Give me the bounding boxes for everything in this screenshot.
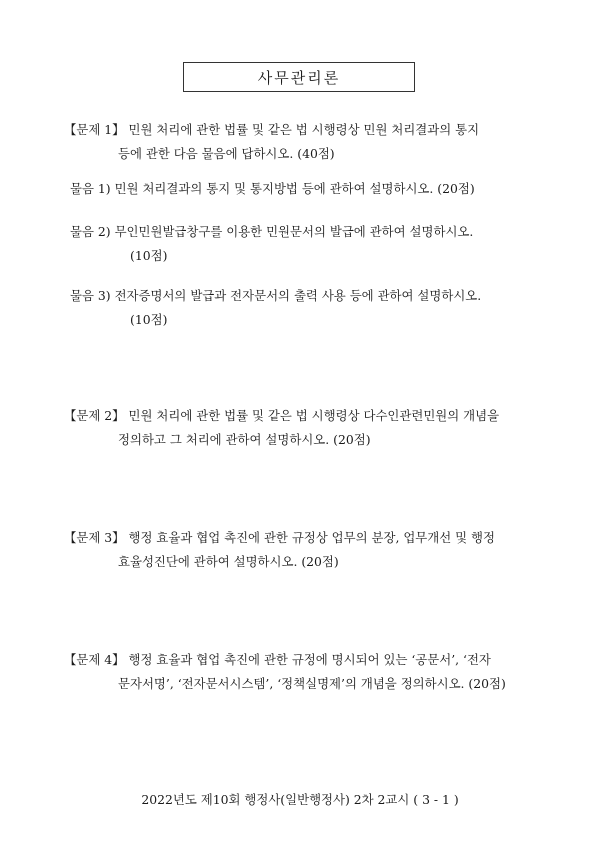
question-2 <box>64 404 564 452</box>
sub-question-1 <box>70 177 570 201</box>
sub-question-3 <box>70 284 570 332</box>
sub-question-2 <box>70 220 570 268</box>
question-label: 【문제 1】 <box>64 122 125 137</box>
page-footer: 2022년도 제10회 행정사(일반행정사) 2차 2교시 ( 3 - 1 ) <box>141 792 459 807</box>
question-3 <box>64 526 564 574</box>
question-label: 【문제 4】 <box>64 652 125 667</box>
question-text: 민원 처리에 관한 법률 및 같은 법 시행령상 다수인관련민원의 개념을 <box>128 408 500 423</box>
question-text: 행정 효율과 협업 촉진에 관한 규정에 명시되어 있는 ‘공문서’, ‘전자 <box>128 652 491 667</box>
question-text-cont: 문자서명’, ‘전자문서시스템’, ‘정책실명제’의 개념을 정의하시오. (20점) <box>118 676 506 691</box>
question-text: 행정 효율과 협업 촉진에 관한 규정상 업무의 분장, 업무개선 및 행정 <box>128 530 495 545</box>
question-label: 【문제 3】 <box>64 530 125 545</box>
question-text-cont: 효율성진단에 관하여 설명하시오. (20점) <box>118 554 339 569</box>
sub-question-text: 전자증명서의 발급과 전자문서의 출력 사용 등에 관하여 설명하시오. <box>114 288 482 303</box>
sub-question-label: 물음 2) <box>70 224 111 239</box>
sub-question-label: 물음 1) <box>70 181 111 196</box>
question-text: 민원 처리에 관한 법률 및 같은 법 시행령상 민원 처리결과의 통지 <box>128 122 480 137</box>
question-text-cont: 등에 관한 다음 물음에 답하시오. (40점) <box>118 146 335 161</box>
question-4 <box>64 648 564 696</box>
question-text-cont: 정의하고 그 처리에 관하여 설명하시오. (20점) <box>118 432 371 447</box>
page-title: 사무관리론 <box>183 62 415 92</box>
sub-question-text-cont: (10점) <box>130 312 168 327</box>
sub-question-text: 무인민원발급창구를 이용한 민원문서의 발급에 관하여 설명하시오. <box>114 224 474 239</box>
question-1 <box>64 118 564 166</box>
sub-question-text: 민원 처리결과의 통지 및 통지방법 등에 관하여 설명하시오. (20점) <box>114 181 475 196</box>
sub-question-label: 물음 3) <box>70 288 111 303</box>
question-label: 【문제 2】 <box>64 408 125 423</box>
sub-question-text-cont: (10점) <box>130 248 168 263</box>
